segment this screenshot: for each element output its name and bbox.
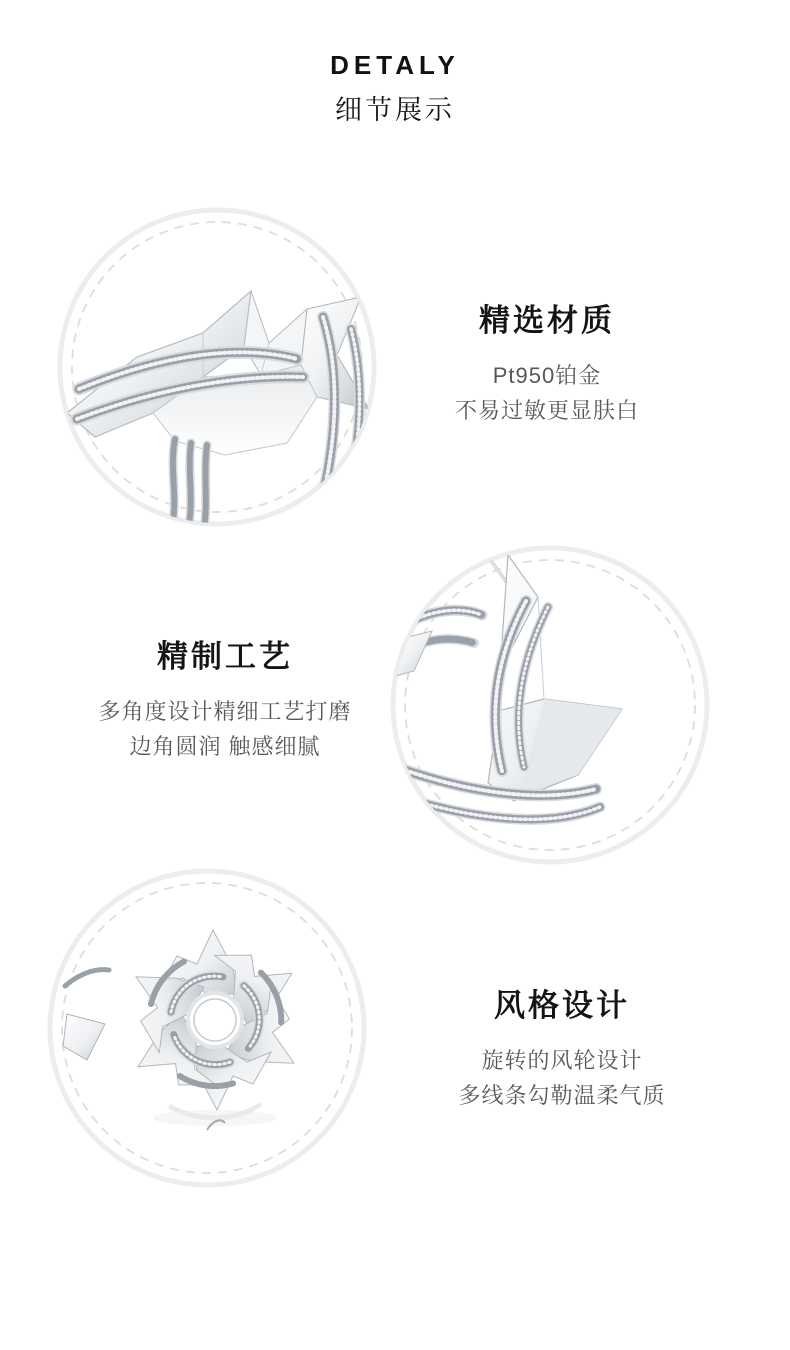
- section-craft-line-2: 边角圆润 触感细腻: [129, 734, 321, 759]
- section-craft-line-1: 多角度设计精细工艺打磨: [98, 699, 352, 724]
- star-earring-material-closeup-photo: [57, 207, 377, 527]
- section-material: [387, 300, 707, 428]
- page-subtitle: 细节展示: [335, 95, 455, 125]
- detail-photo-circle-style: [47, 868, 367, 1188]
- section-material-line-2: 不易过敏更显肤白: [454, 398, 639, 423]
- section-craft: [65, 636, 385, 764]
- pinwheel-earring-full-photo: [47, 868, 367, 1188]
- section-style: [402, 985, 722, 1113]
- detail-photo-circle-material: [57, 207, 377, 527]
- section-style-line-2: 多线条勾勒温柔气质: [458, 1083, 666, 1108]
- detail-photo-circle-craft: [390, 545, 710, 865]
- section-material-line-1: Pt950铂金: [492, 363, 602, 388]
- section-craft-heading: 精制工艺: [157, 639, 293, 674]
- section-style-line-1: 旋转的风轮设计: [481, 1048, 643, 1073]
- star-earring-craft-closeup-photo: [390, 545, 710, 865]
- page-title: DETALY: [330, 50, 460, 80]
- section-style-heading: 风格设计: [494, 988, 630, 1023]
- section-material-heading: 精选材质: [479, 303, 615, 338]
